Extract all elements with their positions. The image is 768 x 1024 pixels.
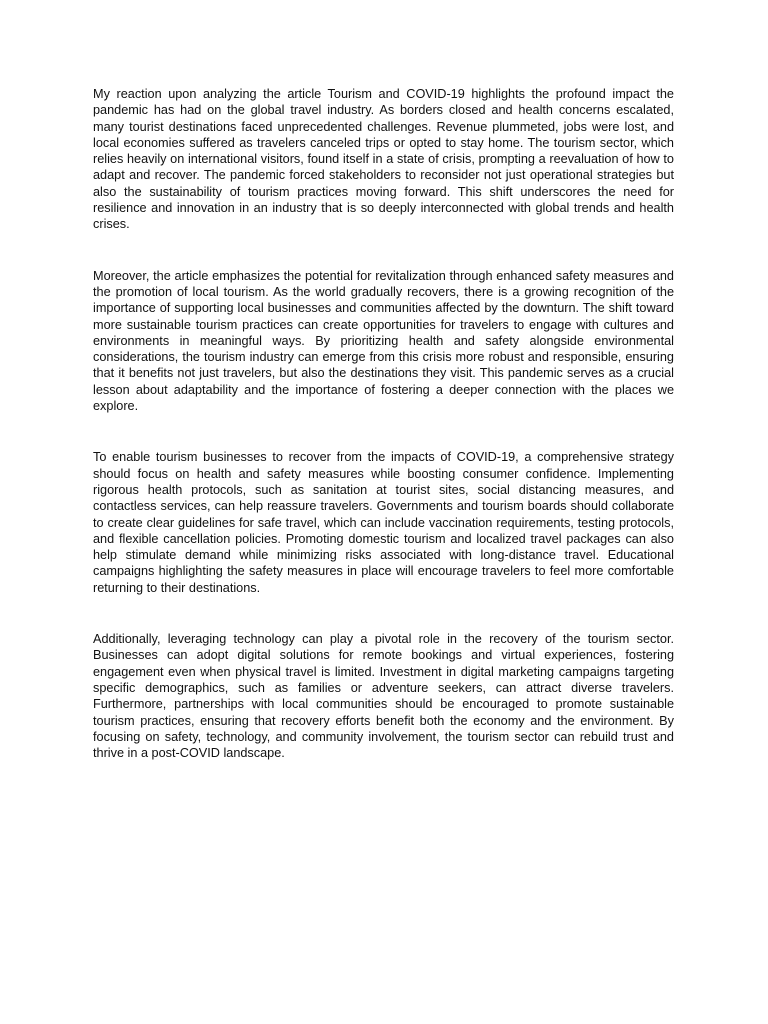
paragraph-1: My reaction upon analyzing the article Tourism and COVID-19 highlights the profound impact the pandemic has had on the global travel industry. As borders closed and health concerns escalated, many tourist destinations faced unprecedented challenges. Revenue plummeted, jobs were lost, and local economies suffered as travelers canceled trips or opted to stay home. The tourism sector, which relies heavily on international visitors, found itself in a state of crisis, prompting a reevaluation of how to adapt and recover. The pandemic forced stakeholders to reconsider not just operational strategies but also the sustainability of tourism practices moving forward. This shift underscores the need for resilience and innovation in an industry that is so deeply interconnected with global trends and health crises. — [93, 87, 674, 232]
paragraph-2: Moreover, the article emphasizes the potential for revitalization through enhanced safety measures and the promotion of local tourism. As the world gradually recovers, there is a growing recognition of the importance of supporting local businesses and communities affected by the downturn. The shift toward more sustainable tourism practices can create opportunities for travelers to engage with cultures and environments in meaningful ways. By prioritizing health and safety alongside environmental considerations, the tourism industry can emerge from this crisis more robust and responsible, ensuring that it benefits not just travelers, but also the destinations they visit. This pandemic serves as a crucial lesson about adaptability and the importance of fostering a deeper connection with the places we explore. — [93, 268, 674, 414]
paragraph-4: Additionally, leveraging technology can play a pivotal role in the recovery of the tourism sector. Businesses can adopt digital solutions for remote bookings and virtual experiences, fostering engagement even when physical travel is limited. Investment in digital marketing campaigns targeting specific demographics, such as families or adventure seekers, can attract diverse travelers. Furthermore, partnerships with local communities should be encouraged to promote sustainable tourism practices, ensuring that recovery efforts benefit both the economy and the environment. By focusing on safety, technology, and community involvement, the tourism sector can rebuild trust and thrive in a post-COVID landscape. — [93, 632, 674, 761]
document-page — [93, 86, 674, 796]
paragraph-3: To enable tourism businesses to recover from the impacts of COVID-19, a comprehensive strategy should focus on health and safety measures while boosting consumer confidence. Implementing rigorous health protocols, such as sanitation at tourist sites, social distancing measures, and contactless services, can help reassure travelers. Governments and tourism boards should collaborate to create clear guidelines for safe travel, which can include vaccination requirements, testing protocols, and flexible cancellation policies. Promoting domestic tourism and localized travel packages can also help stimulate demand while minimizing risks associated with long-distance travel. Educational campaigns highlighting the safety measures in place will encourage travelers to feel more comfortable returning to their destinations. — [93, 450, 674, 595]
